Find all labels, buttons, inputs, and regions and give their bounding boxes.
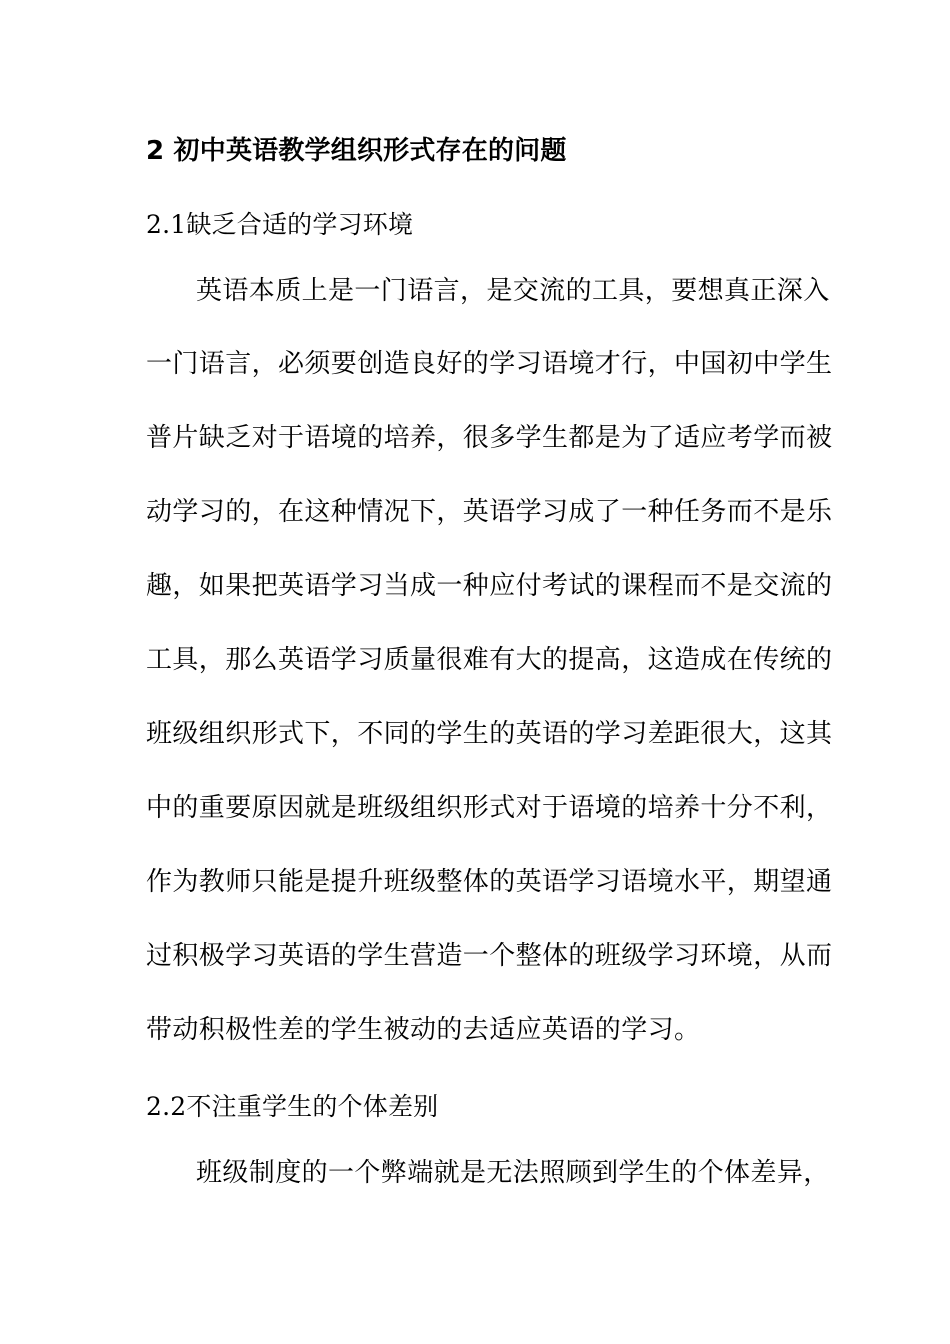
paragraph-line: 普片缺乏对于语境的培养，很多学生都是为了适应考学而被 <box>146 423 833 453</box>
paragraph-line: 趣，如果把英语学习当成一种应付考试的课程而不是交流的 <box>146 571 833 601</box>
paragraph-line: 过积极学习英语的学生营造一个整体的班级学习环境，从而 <box>146 941 833 971</box>
paragraph-line: 作为教师只能是提升班级整体的英语学习语境水平，期望通 <box>146 867 833 897</box>
paragraph-line: 英语本质上是一门语言，是交流的工具，要想真正深入 <box>196 276 830 306</box>
paragraph-line: 动学习的，在这种情况下，英语学习成了一种任务而不是乐 <box>146 497 833 527</box>
subsection-title-2-2: 2.2不注重学生的个体差别 <box>146 1092 439 1121</box>
paragraph-line: 工具，那么英语学习质量很难有大的提高，这造成在传统的 <box>146 645 833 675</box>
paragraph-line: 带动积极性差的学生被动的去适应英语的学习。 <box>146 1015 701 1045</box>
subsection-title-2-1: 2.1缺乏合适的学习环境 <box>146 210 414 239</box>
paragraph-line: 班级制度的一个弊端就是无法照顾到学生的个体差异， <box>196 1158 830 1188</box>
paragraph-line: 中的重要原因就是班级组织形式对于语境的培养十分不利， <box>146 793 833 823</box>
section-heading: 2 初中英语教学组织形式存在的问题 <box>146 136 567 166</box>
paragraph-line: 一门语言，必须要创造良好的学习语境才行，中国初中学生 <box>146 349 833 379</box>
paragraph-line: 班级组织形式下，不同的学生的英语的学习差距很大，这其 <box>146 719 833 749</box>
